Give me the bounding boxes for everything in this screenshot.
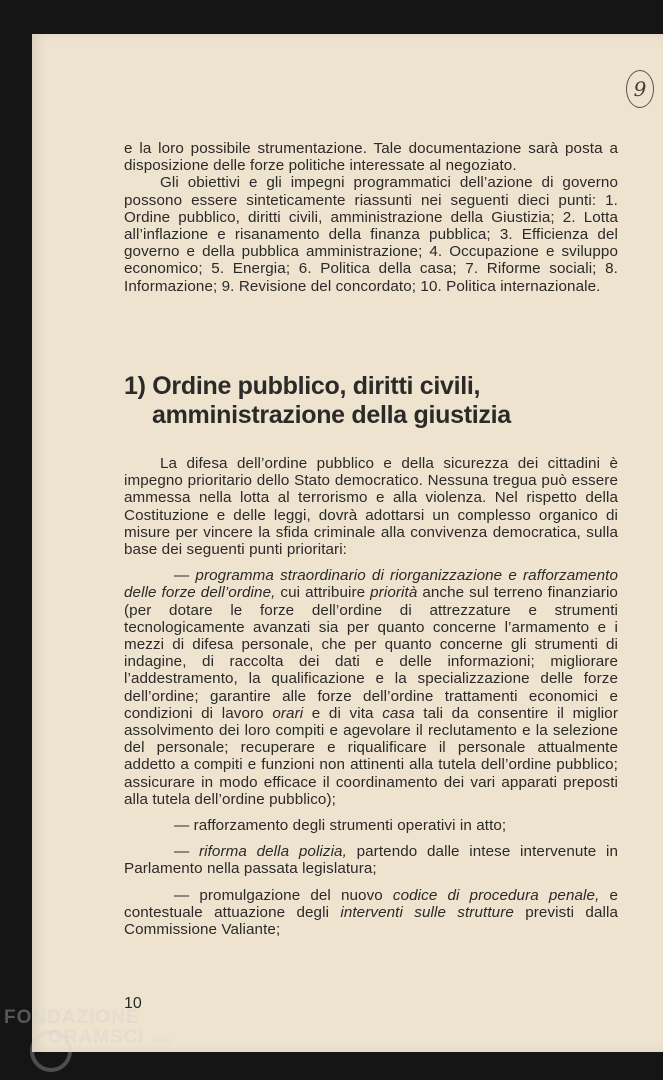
text: e di vita [303,704,383,722]
emphasis: priorità [370,584,418,602]
watermark-line2 [4,1028,172,1050]
list-item [124,843,618,877]
list-item [124,887,618,939]
emphasis: riforma della polizia, [198,843,347,861]
list-item: — rafforzamento degli strumenti operativi in atto; [174,817,507,835]
handwritten-page-number: 9 [626,70,654,108]
text: — promulgazione del nuovo [174,886,393,904]
watermark-name: GRAMSCI [48,1027,145,1048]
intro-text [124,140,618,295]
emphasis: codice di procedura penale, [392,886,600,904]
section-heading-line1: 1) Ordine pubblico, diritti civili, [124,372,481,400]
text: anche sul terreno finanziario (per dotare le forze dell’ordine di attrezzature e strumenti tecnologicamente avanzati sia per quanto concerne l’armamento e i mezzi di difesa personale, che per quanto concerne gli strumenti di indagine, di raccolta dei dati e delle informazioni; migliorare l’addestramento, la qualificazione e la specializzazione delle forze dell’ordine; garantire alle forze dell’ordine trattamenti economici e condizioni di lavoro [124,584,618,722]
emphasis: casa [382,704,415,722]
section-paragraph: La difesa dell’ordine pubblico e della sicurezza dei cittadini è impegno prioritario dello Stato democratico. Nessuna tregua può essere ammessa nella lotta al terrorismo e alla violenza. Nel rispetto della Costituzione e delle leggi, dovrà adottarsi un complesso organico di misure per vincere la sfida criminale alla convivenza democratica, sulla base dei seguenti punti prioritari: [124,455,618,559]
emphasis: interventi sulle strutture [340,903,514,921]
section-heading [124,372,624,430]
list-item [124,567,618,808]
text: cui attribuire [275,584,371,602]
intro-paragraph-2: Gli obiettivi e gli impegni programmatici dell’azione di governo possono essere sinteticamente riassunti nei seguenti dieci punti: 1. Ordine pubblico, diritti civili, amministrazione della Giustizia; 2. Lotta all’inflazione e risanamento della finanza pubblica; 3. Efficienza del governo e della pubblica amministrazione; 4. Occupazione e sviluppo economico; 5. Energia; 6. Politica della casa; 7. Riforme sociali; 8. Informazione; 9. Revisione del concordato; 10. Politica internazionale. [124,174,618,295]
emphasis: programma straordinario di riorganizzazione e rafforzamento delle forze dell’ordine, [124,567,618,602]
text: e contestuale attuazione degli [124,886,619,921]
dash: — [174,567,196,585]
section-heading-line2: amministrazione della giustizia [152,401,511,429]
watermark-line1: FONDAZIONE [4,1007,140,1028]
section-body [124,455,618,938]
watermark-suffix: onlus [150,1035,173,1045]
text: previsti dalla Commissione Valiante; [124,903,618,939]
emphasis: orari [272,704,304,722]
page-number: 10 [124,995,142,1012]
text: partendo dalle intese intervenute in Parlamento nella passata legislatura; [124,843,618,878]
dash: — [174,843,199,861]
watermark [4,1008,172,1050]
text: tali da consentire il miglior assolvimento dei loro compiti e agevolare il reclutamento e la selezione del personale; recuperare e riqualificare il personale attualmente addetto a compiti e funzioni non attinenti alla tutela dell’ordine pubblico; assicurare in modo efficace il coordinamento dei vari apparati preposti alla tutela dell’ordine pubblico); [124,704,618,808]
intro-paragraph-1: e la loro possibile strumentazione. Tale documentazione sarà posta a disposizione delle forze politiche interessate al negoziato. [124,140,618,175]
